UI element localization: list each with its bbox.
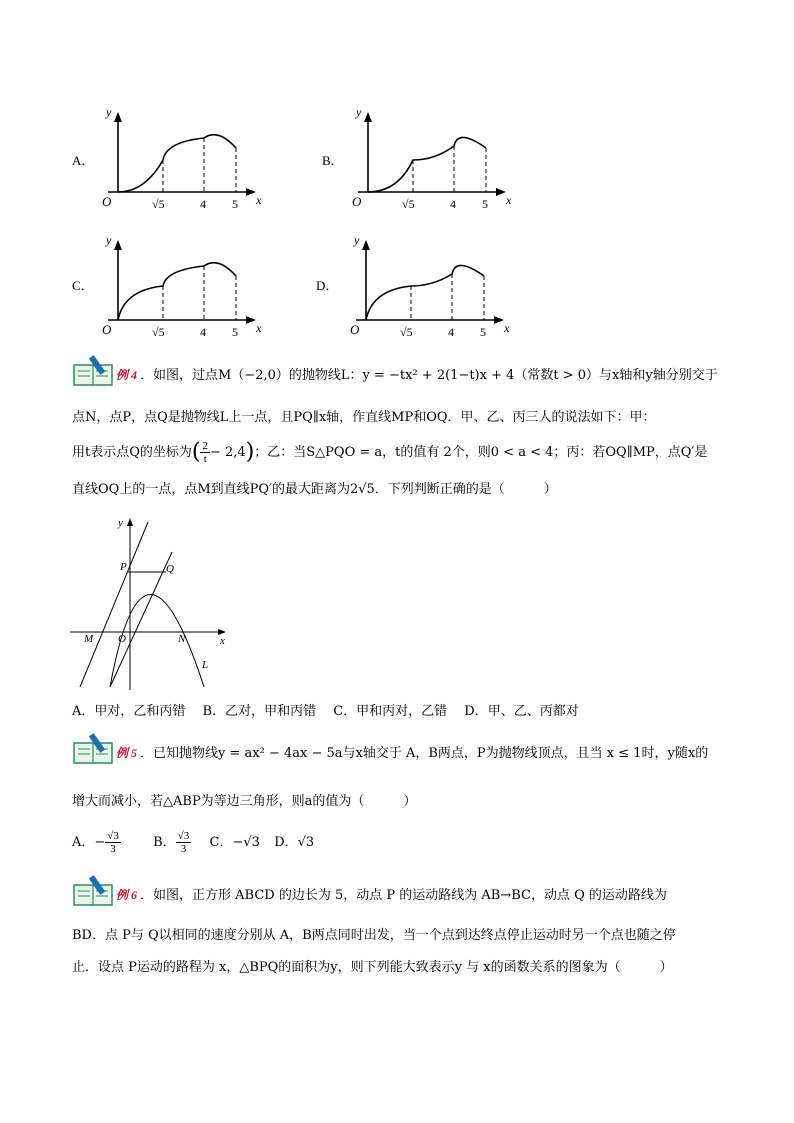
- option-b-graph: [350, 100, 520, 210]
- svg-text:N: N: [178, 633, 186, 645]
- curve: [118, 263, 236, 320]
- svg-text:y: y: [118, 517, 123, 529]
- curve: [368, 137, 486, 192]
- tick-5: 5: [232, 197, 238, 210]
- svg-text:5: 5: [480, 325, 486, 338]
- curve: [118, 135, 236, 192]
- example-6-line-1: ．如图，正方形 ABCD 的边长为 5，动点 P 的运动路线为 AB→BC，动点 Q 的运动路线为: [140, 888, 667, 903]
- svg-text:L: L: [202, 659, 209, 671]
- svg-text:4: 4: [200, 325, 206, 338]
- svg-text:O: O: [352, 194, 362, 209]
- origin-label: O: [102, 194, 112, 209]
- example-4-line-4: 直线OQ上的一点，点M到直线PQ′的最大距离为2√5．下列判断正确的是（ ）: [72, 482, 557, 497]
- svg-text:√5: √5: [152, 325, 165, 338]
- svg-text:√5: √5: [400, 325, 413, 338]
- y-arrow: [114, 112, 122, 122]
- example-4-line-1: ．如图，过点M（−2,0）的抛物线L：y = −tx² + 2(1−t)x + 4（常数t > 0）与x轴和y轴分别交于: [140, 368, 718, 383]
- svg-text:y: y: [354, 233, 360, 247]
- svg-text:P: P: [120, 561, 127, 573]
- svg-text:5: 5: [482, 197, 488, 210]
- curve: [366, 265, 484, 320]
- coord-fraction: $\frac{2}{t}$: [202, 440, 208, 465]
- example-5-line-1: ．已知抛物线y = ax² − 4ax − 5a与x轴交于 A，B两点，P为抛物线顶点，且当 x ≤ 1时，y随x的: [140, 746, 709, 761]
- line-MP: [80, 522, 148, 687]
- example-6-tag: 例 6: [116, 888, 138, 902]
- svg-text:y: y: [106, 233, 112, 247]
- option-d-graph: [348, 228, 518, 338]
- example-6-line-3: 止．设点 P运动的路程为 x，△BPQ的面积为y，则下列能大致表示y 与 x的函数关系的图象为（ ）: [72, 960, 673, 975]
- svg-text:y: y: [356, 105, 362, 119]
- svg-text:√5: √5: [402, 197, 415, 210]
- book-pen-icon: [72, 875, 116, 905]
- book-pen-icon: [72, 355, 116, 385]
- example-4-line-3: 用t表示点Q的坐标为( $\frac{2}{t}$ − 2,4)；乙：当S△PQO = a，t的值有 2个，则0 < a < 4；丙：若OQ∥MP，点Q′是: [72, 439, 708, 465]
- svg-text:M: M: [84, 633, 94, 645]
- svg-text:Q: Q: [166, 563, 174, 575]
- option-a-label: A．: [72, 153, 95, 168]
- svg-text:x: x: [220, 635, 225, 647]
- tick-sqrt5: √5: [152, 197, 165, 210]
- example-4-tag: 例 4: [116, 368, 138, 382]
- book-pen-icon: [72, 733, 116, 763]
- option-c-label: C．: [72, 278, 94, 293]
- option-a-graph: [100, 100, 270, 210]
- example-4-choices: A．甲对，乙和丙错 B．乙对，甲和丙错 C．甲和丙对，乙错 D．甲、乙、丙都对: [72, 704, 579, 719]
- option-c-graph: [100, 228, 270, 338]
- option-d-label: D．: [316, 278, 339, 293]
- svg-text:x: x: [506, 193, 512, 207]
- example-5-choices: A．− $\frac{√3}{3}$ B． $\frac{√3}{3}$ C．−√3 D．√3: [72, 830, 315, 855]
- svg-text:O: O: [350, 322, 360, 337]
- y-label: y: [106, 105, 112, 119]
- svg-text:4: 4: [448, 325, 454, 338]
- svg-text:5: 5: [232, 325, 238, 338]
- option-b-label: B．: [322, 153, 344, 168]
- tick-4: 4: [200, 197, 206, 210]
- example-5-line-2: 增大而减小，若△ABP为等边三角形，则a的值为（ ）: [72, 794, 417, 809]
- example-4-line-2: 点N，点P，点Q是抛物线L上一点，且PQ∥x轴，作直线MP和OQ．甲、乙、丙三人的说法如下：甲：: [72, 410, 656, 425]
- svg-text:O: O: [118, 633, 126, 645]
- svg-text:O: O: [102, 322, 112, 337]
- x-label: x: [256, 193, 262, 207]
- option-b-fraction: $\frac{√3}{3}$: [177, 830, 190, 855]
- svg-text:x: x: [504, 321, 510, 335]
- x-arrow: [246, 188, 256, 196]
- example-6-line-2: BD．点 P与 Q以相同的速度分别从 A，B两点同时出发，当一个点到达终点停止运动时另一个点也随之停: [72, 928, 676, 943]
- svg-text:x: x: [256, 321, 262, 335]
- example-5-tag: 例 5: [116, 746, 138, 760]
- option-a-fraction: $\frac{√3}{3}$: [107, 830, 119, 855]
- parabola-figure: [70, 512, 240, 692]
- svg-text:4: 4: [450, 197, 456, 210]
